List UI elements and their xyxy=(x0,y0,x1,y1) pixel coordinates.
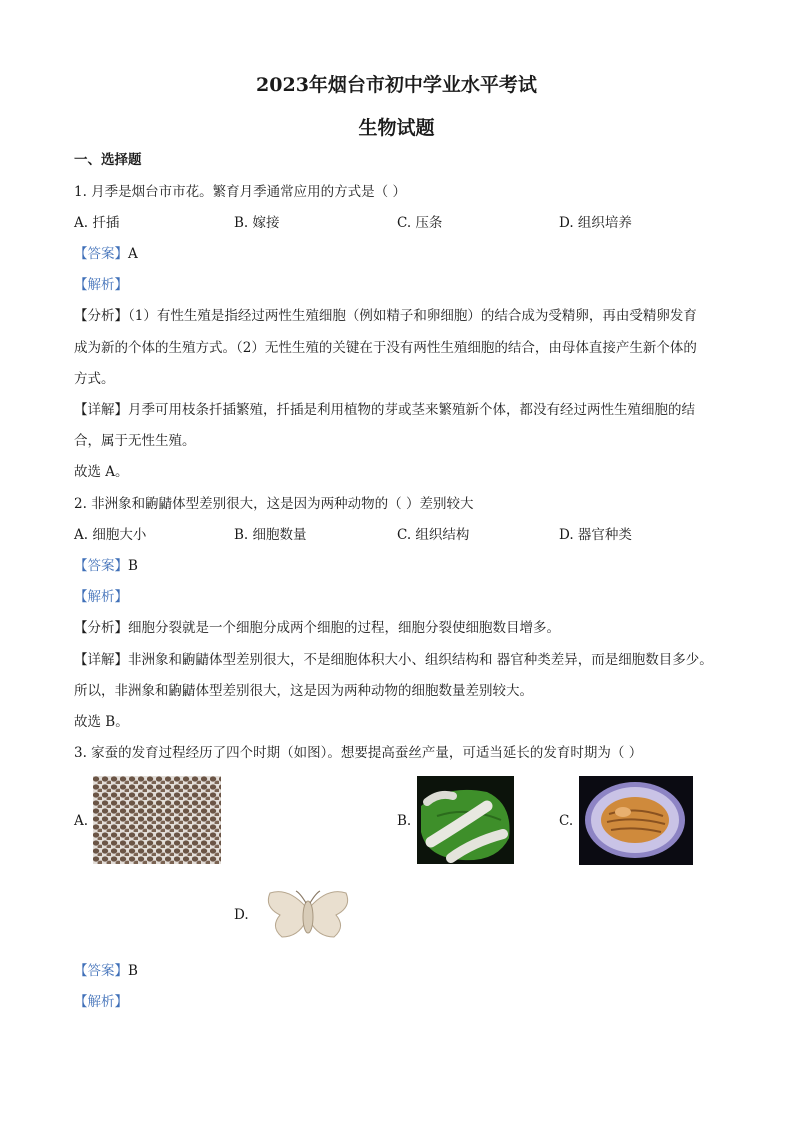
silkworm-eggs-image xyxy=(93,776,221,864)
q1-option-a: A. 扦插 xyxy=(74,215,120,231)
silkworm-pupa-image xyxy=(579,776,693,865)
q1-stem: 1. 月季是烟台市市花。繁育月季通常应用的方式是（ ） xyxy=(74,184,406,200)
q2-option-a: A. 细胞大小 xyxy=(74,527,147,543)
q2-xiangjie-text-1: 非洲象和鼩鼱体型差别很大，不是细胞体积大小、组织结构和 器官种类差异，而是细胞数目多少。 xyxy=(128,652,713,668)
q3-answer-tag: 【答案】 xyxy=(74,963,128,979)
q2-answer-value: B xyxy=(128,558,138,574)
q2-stem: 2. 非洲象和鼩鼱体型差别很大，这是因为两种动物的（ ）差别较大 xyxy=(74,496,474,512)
q3-answer xyxy=(74,961,138,981)
q3-analysis-tag: 【解析】 xyxy=(74,994,128,1010)
q2-xiangjie-line-1 xyxy=(74,650,713,670)
q1-conclusion: 故选 A。 xyxy=(74,464,129,480)
q2-answer xyxy=(74,556,138,576)
q3-option-c-label: C. xyxy=(559,813,574,829)
q3-option-d-label: D. xyxy=(234,907,249,923)
moth xyxy=(266,887,350,943)
section-heading: 一、选择题 xyxy=(74,152,142,168)
q1-fenxi-line-3: 方式。 xyxy=(74,371,115,387)
q1-xiangjie-tag: 【详解】 xyxy=(74,402,128,418)
q1-fenxi-tag: 【分析】 xyxy=(74,308,128,324)
q1-xiangjie-line-1 xyxy=(74,400,695,420)
q1-option-d: D. 组织培养 xyxy=(559,215,632,231)
q1-answer-value: A xyxy=(128,246,138,262)
pupa-in-cocoon xyxy=(579,776,693,865)
q2-fenxi-text-1: 细胞分裂就是一个细胞分成两个细胞的过程，细胞分裂使细胞数目增多。 xyxy=(128,620,560,636)
q3-stem: 3. 家蚕的发育过程经历了四个时期（如图）。想要提高蚕丝产量，可适当延长的发育时期为（ ） xyxy=(74,745,643,761)
q2-option-d: D. 器官种类 xyxy=(559,527,632,543)
q2-analysis-tag: 【解析】 xyxy=(74,589,128,605)
q3-answer-value: B xyxy=(128,963,138,979)
q2-fenxi-tag: 【分析】 xyxy=(74,620,128,636)
q2-option-c: C. 组织结构 xyxy=(397,527,470,543)
q1-xiangjie-text-1: 月季可用枝条扦插繁殖，扦插是利用植物的芽或茎来繁殖新个体，都没有经过两性生殖细胞的结 xyxy=(128,402,695,418)
q1-option-c: C. 压条 xyxy=(397,215,443,231)
q2-option-b: B. 细胞数量 xyxy=(234,527,307,543)
q2-answer-tag: 【答案】 xyxy=(74,558,128,574)
q1-answer xyxy=(74,244,138,264)
silk-moth-image xyxy=(266,887,350,943)
q1-option-b: B. 嫁接 xyxy=(234,215,280,231)
silkworm-larva-image xyxy=(417,776,514,864)
exam-subtitle: 生物试题 xyxy=(358,117,435,139)
q1-analysis-tag: 【解析】 xyxy=(74,277,128,293)
q2-conclusion: 故选 B。 xyxy=(74,714,129,730)
exam-title: 2023年烟台市初中学业水平考试 xyxy=(256,74,537,96)
q3-option-b-label: B. xyxy=(397,813,412,829)
q1-fenxi-line-2: 成为新的个体的生殖方式。（2）无性生殖的关键在于没有两性生殖细胞的结合，由母体直接产生新个体的 xyxy=(74,340,697,356)
q2-xiangjie-line-2: 所以，非洲象和鼩鼱体型差别很大，这是因为两种动物的细胞数量差别较大。 xyxy=(74,683,533,699)
q1-fenxi-text-1: （1）有性生殖是指经过两性生殖细胞（例如精子和卵细胞）的结合成为受精卵，再由受精卵发育 xyxy=(128,308,697,324)
egg-dots xyxy=(93,776,221,864)
q1-xiangjie-line-2: 合，属于无性生殖。 xyxy=(74,433,196,449)
q2-xiangjie-tag: 【详解】 xyxy=(74,652,128,668)
q2-fenxi-line-1 xyxy=(74,618,560,638)
larva-on-leaf xyxy=(417,776,514,864)
q3-option-a-label: A. xyxy=(74,813,89,829)
q1-answer-tag: 【答案】 xyxy=(74,246,128,262)
q1-fenxi-line-1 xyxy=(74,306,697,326)
